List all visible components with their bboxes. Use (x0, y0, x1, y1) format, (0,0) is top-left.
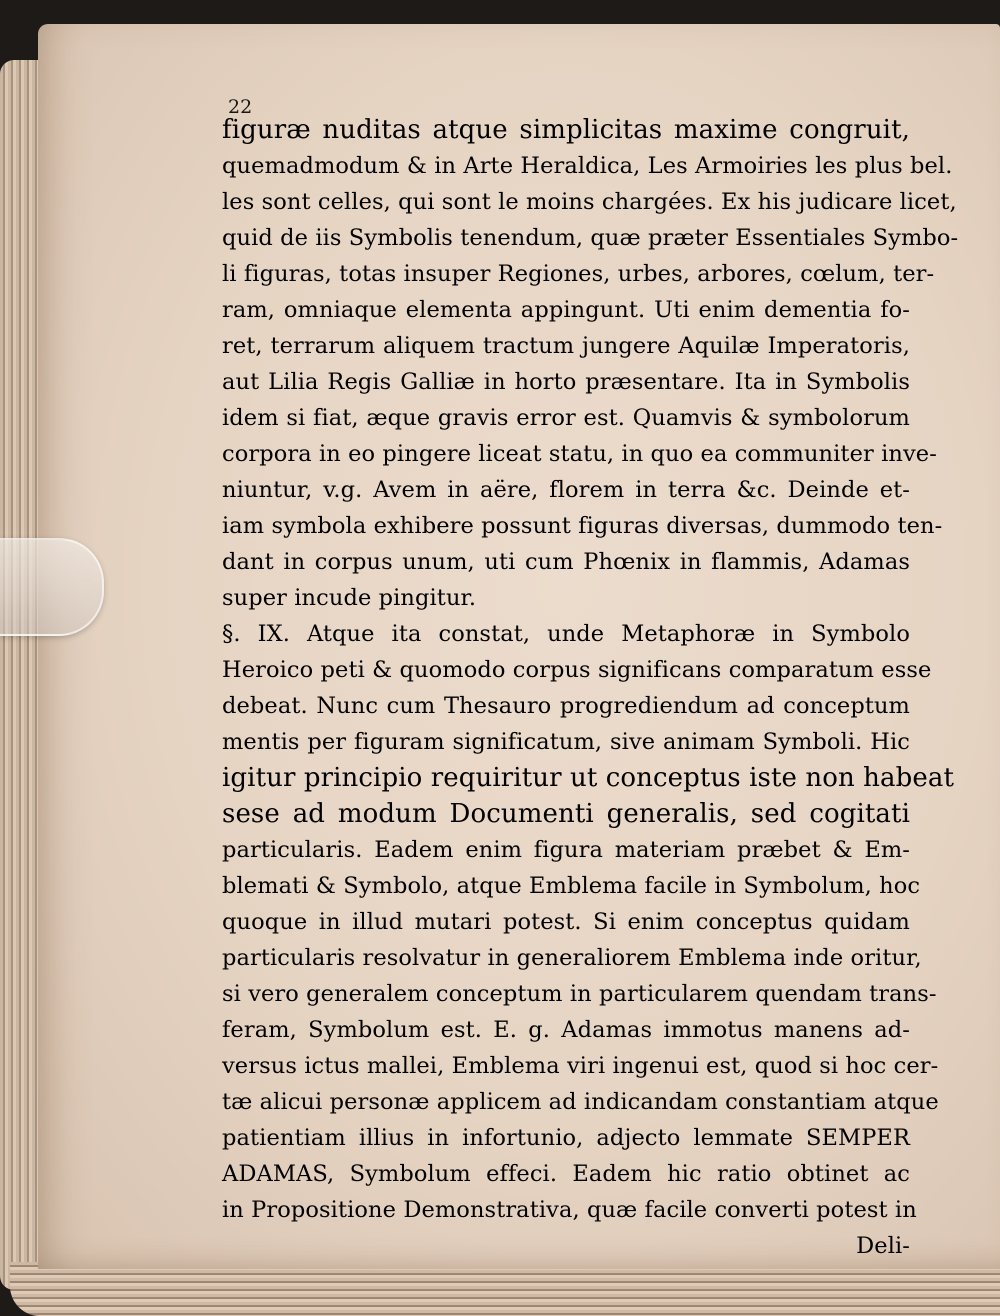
text-line: §. IX. Atque ita constat, unde Metaphoræ in Symbolo (222, 621, 910, 647)
text-line: dant in corpus unum, uti cum Phœnix in flammis, Adamas (222, 549, 910, 575)
text-line: mentis per figuram significatum, sive animam Symboli. Hic (222, 729, 910, 755)
text-line: ret, terrarum aliquem tractum jungere Aquilæ Imperatoris, (222, 333, 910, 359)
text-line: versus ictus mallei, Emblema viri ingenui est, quod si hoc cer- (222, 1053, 939, 1079)
text-line: super incude pingitur. (222, 585, 477, 611)
text-line: iam symbola exhibere possunt figuras diversas, dummodo ten- (222, 513, 943, 539)
text-line: debeat. Nunc cum Thesauro progrediendum ad conceptum (222, 693, 910, 719)
text-line: si vero generalem conceptum in particularem quendam trans- (222, 981, 937, 1007)
text-line: figuræ nuditas atque simplicitas maxime congruit, (222, 115, 910, 145)
text-line: ram, omniaque elementa appingunt. Uti enim dementia fo- (222, 297, 910, 323)
text-line: particularis. Eadem enim figura materiam præbet & Em- (222, 837, 910, 863)
text-line: li figuras, totas insuper Regiones, urbes, arbores, cœlum, ter- (222, 261, 935, 287)
text-line: idem si fiat, æque gravis error est. Quamvis & symbolorum (222, 405, 910, 431)
text-line: quid de iis Symbolis tenendum, quæ præter Essentiales Symbo- (222, 225, 959, 251)
text-line: aut Lilia Regis Galliæ in horto præsentare. Ita in Symbolis (222, 369, 910, 395)
page-number: 22 (228, 96, 253, 118)
text-line: niuntur, v.g. Avem in aëre, florem in terra &c. Deinde et- (222, 477, 910, 503)
text-line: quoque in illud mutari potest. Si enim conceptus quidam (222, 909, 910, 935)
text-line: les sont celles, qui sont le moins chargées. Ex his judicare licet, (222, 189, 957, 215)
text-line: in Propositione Demonstrativa, quæ facile converti potest in (222, 1197, 917, 1223)
text-line: particularis resolvatur in generaliorem Emblema inde oritur, (222, 945, 922, 971)
text-line: igitur principio requiritur ut conceptus iste non habeat (222, 763, 954, 793)
text-line: patientiam illius in infortunio, adjecto lemmate SEMPER (222, 1125, 910, 1151)
text-line: tæ alicui personæ applicem ad indicandam constantiam atque (222, 1089, 939, 1115)
text-line: sese ad modum Documenti generalis, sed cogitati (222, 799, 910, 829)
text-line: Heroico peti & quomodo corpus significans comparatum esse (222, 657, 932, 683)
page-clip (0, 538, 104, 636)
text-line: blemati & Symbolo, atque Emblema facile in Symbolum, hoc (222, 873, 921, 899)
text-line: Deli- (856, 1233, 910, 1259)
text-line: ADAMAS, Symbolum effeci. Eadem hic ratio obtinet ac (222, 1161, 910, 1187)
text-line: feram, Symbolum est. E. g. Adamas immotus manens ad- (222, 1017, 910, 1043)
page-text-block (222, 112, 959, 1264)
book-bottom-edges (10, 1262, 1000, 1316)
text-line: quemadmodum & in Arte Heraldica, Les Armoiries les plus bel. (222, 153, 953, 179)
text-line: corpora in eo pingere liceat statu, in quo ea communiter inve- (222, 441, 937, 467)
